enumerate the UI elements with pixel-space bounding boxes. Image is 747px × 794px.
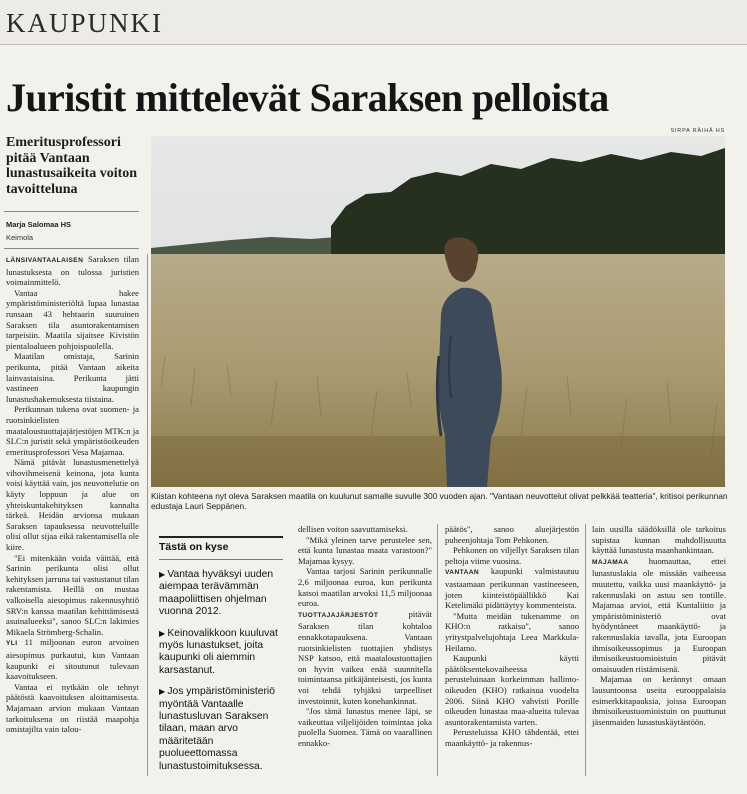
body-paragraph bbox=[592, 556, 726, 675]
fact-item: ▶ Vantaa hyväksyi uuden aiempaa terävämmän maapoliittisen ohjelman vuonna 2012. bbox=[159, 569, 274, 618]
paragraph-text: Saraksen tilan lunastuksesta on tulossa juristien voimainmittelö. bbox=[6, 254, 139, 288]
body-paragraph bbox=[6, 404, 139, 457]
column-divider bbox=[585, 524, 586, 776]
paragraph-lead: YLI bbox=[6, 640, 18, 648]
body-column-5 bbox=[592, 524, 726, 727]
paragraph-lead: TUOTTAJAJÄRJESTÖT bbox=[298, 611, 379, 619]
body-paragraph bbox=[6, 288, 139, 352]
paragraph-text: Vantaa hakee ympäristöministeriöltä lupaa lunastaa runsaan 43 hehtaarin suuruinen Saraksen tila asuntorakentamisen tarpeisiin. Maatila sijaitsee Kivistön pientaloalueen pohjoispuolella. bbox=[6, 287, 139, 351]
paragraph-text: dellisen voiton saavuttamiseksi. bbox=[298, 524, 408, 534]
body-paragraph bbox=[445, 524, 579, 545]
paragraph-text: Kaupunki käytti päätöksentekovaiheessa perusteluinaan korkeimman hallinto-oikeuden (KHO) ratkaisua vuodelta 2006. Siinä KHO vahvisti Porille oikeuden lunastaa maa-alueita tulevaa asuntorakentamista varten. bbox=[445, 653, 579, 727]
body-paragraph bbox=[445, 566, 579, 610]
column-divider bbox=[147, 254, 148, 776]
column-divider bbox=[437, 524, 438, 776]
column-4-paragraphs bbox=[445, 524, 579, 748]
byline: Marja Salomaa HS bbox=[6, 220, 72, 229]
divider bbox=[4, 211, 139, 212]
body-paragraph bbox=[6, 682, 139, 735]
photo-credit: SIRPA RÄIHÄ HS bbox=[670, 128, 725, 134]
article-photo bbox=[151, 136, 725, 487]
body-column-3 bbox=[298, 524, 432, 748]
column-3-paragraphs bbox=[298, 524, 432, 748]
paragraph-lead: MAJAMAA bbox=[592, 558, 629, 566]
paragraph-text: kaupunki valmistautuu vastaamaan perikunnan vastineeseen, joten kiinteistöpäällikkö Kai Ketelimäki pidättäytyy kommenteista. bbox=[445, 566, 579, 611]
paragraph-text: 11 miljoonan euron arvoinen aiesopimus purkautui, kun Vantaan kaupunki ei sitoutunut tulevaan kaavoitukseen. bbox=[6, 637, 139, 682]
paragraph-lead: VANTAAN bbox=[445, 569, 480, 577]
body-column-1 bbox=[6, 254, 139, 735]
paragraph-text: Maatilan omistaja, Sarinin perikunta, pitää Vantaan aikeita lainvastaisina. Perikunta jätti vastineen kaupungin lunastushakemuksesta tiistaina. bbox=[6, 351, 139, 404]
paragraph-lead: LÄNSIVANTAALAISEN bbox=[6, 257, 84, 264]
paragraph-text: Majamaa on kerännyt omaan lausuntoonsa useita eurooppalaisia esimerkkitapauksia, joissa Euroopan ihmisoikeustuomioistuin on puuttunut jäsenmaiden lunastuskäytäntöön. bbox=[592, 674, 726, 727]
paragraph-text: huomauttaa, ettei lunastuslakia ole missään vaiheessa muutettu, vaikka uusi maankäyttö- ja rakennuslaki on astuu sen tontille. Majamaa arvioi, että Kuntaliitto ja ympäristöministeriö ovat hyödyntäneet maankäyttö- ja rakennuslakia tavalla, jota Euroopan ihmisoikeussopimus ja Euroopan ihmisoikeustuomioistuin pitävät omaisuuden riistämisenä. bbox=[592, 555, 726, 674]
body-paragraph bbox=[592, 524, 726, 556]
body-paragraph bbox=[298, 524, 432, 535]
fact-item: ▶ Jos ympäristöministeriö myöntää Vantaalle lunastusluvan Saraksen tilaan, maan arvo määritetään puolueettomassa lunastustoimituksessa. bbox=[159, 686, 275, 772]
dateline: Keimola bbox=[6, 233, 34, 242]
section-header bbox=[0, 0, 747, 45]
paragraph-text: Nämä pitävät lunastusmenettelyä vihovihmeisenä keinona, jota kunta voisi käyttää vain, jos neuvottelutie on käyty loppuun ja alue on yhteiskuntakehityksen kannalta tärkeä. Heidän arvionsa mukaan Saraksen tapauksessa neuvotteluille olisi ollut sijaa eikä rakentamisella ole kiire. bbox=[6, 457, 139, 553]
paragraph-text: Perusteluissa KHO tähdentää, ettei maankäyttö- ja rakennus- bbox=[445, 727, 579, 748]
body-paragraph bbox=[6, 553, 139, 638]
body-paragraph bbox=[298, 566, 432, 608]
paragraph-text: "Jos tämä lunastus menee läpi, se vaikeuttaa viljelijöiden toimintaa joka puolella Suomea. Tämä on vaarallinen ennakko- bbox=[298, 706, 432, 748]
body-paragraph bbox=[6, 457, 139, 552]
body-paragraph bbox=[445, 727, 579, 748]
body-paragraph bbox=[592, 674, 726, 727]
headline: Juristit mittelevät Saraksen pelloista bbox=[6, 75, 609, 120]
fact-box bbox=[159, 536, 283, 784]
body-paragraph bbox=[6, 351, 139, 404]
paragraph-text: Vantaa ei nytkään ole tehnyt päätöstä kaavoituksen aloittamisesta. Majamaan arvion mukaan Vantaan tarkoituksena on riistää maapohja omistajilta vain talou- bbox=[6, 681, 139, 735]
paragraph-text: Perikunnan tukena ovat suomen- ja ruotsinkielisten maataloustuottajajärjestöjen MTK:n ja SLC:n juristit sekä ympäristöoikeuden emeritusprofessori Vesa Majamaa. bbox=[6, 404, 139, 457]
paragraph-text: pitävät Saraksen tilan kohtaloa ennakkotapauksena. Vantaan ruotsinkielisten tuottajien yhdistys NSP katsoo, että maataloustuottajien on hyvin vaikea enää suunnitella toimintaansa pitkäjänteisesti, jos kunta voi tehdä tyhjäksi tarpeelliset investoinnit, kuten konehankinnat. bbox=[298, 608, 432, 706]
body-paragraph bbox=[445, 545, 579, 566]
paragraph-text: "Mutta meidän tukenamme on KHO:n ratkaisu", sanoo yritystpalvelujohtaja Leea Markkula-Heilamo. bbox=[445, 610, 579, 653]
body-paragraph bbox=[298, 535, 432, 567]
paragraph-text: päätös", sanoo aluejärjestön puheenjohtaja Tom Pehkonen. bbox=[445, 524, 579, 545]
paragraph-text: "Ei mitenkään voida väittää, että Sarinin perikunta olisi ollut kehityksen jarruna tai vastustanut tilan rakentamista. Heillä on mustaa valkoisella aiesopimus rakennusyhtiö SRV:n kanssa maatilan kehittämisestä asuinalueeksi", sanoo SLC:n lakimies Mikaela Strömberg-Schalin. bbox=[6, 552, 139, 637]
paragraph-text: Vantaa tarjosi Sarinin perikunnalle 2,6 miljoonaa euroa, kun perikunta katsoi maatilan arvoksi 11,5 miljoonaa euroa. bbox=[298, 566, 432, 609]
fact-item: ▶ Keinovalikkoon kuuluvat myös lunastukset, joita kaupunki oli aiemmin karsastanut. bbox=[159, 627, 278, 676]
deck: Emeritusprofessori pitää Vantaan lunastusaikeita voiton tavoitteluna bbox=[6, 135, 138, 197]
photo-caption: Kiistan kohteena nyt oleva Saraksen maatila on kuulunut samalle suvulle 300 vuoden ajan. "Vantaan neuvottelut olivat pelkkää teatteria", kritisoi perikunnan edustaja Lauri Seppänen. bbox=[151, 491, 728, 512]
body-paragraph bbox=[298, 609, 432, 706]
body-column-4 bbox=[445, 524, 579, 748]
fact-box-title: Tästä on kyse bbox=[159, 536, 283, 560]
paragraph-text: Pehkonen on viljellyt Saraksen tilan peltoja viime vuosina. bbox=[445, 545, 579, 566]
paragraph-text: "Mikä yleinen tarve perustelee sen, että kunta lunastaa maata varastoon?" Majamaa kysyy. bbox=[298, 534, 432, 566]
body-paragraph bbox=[298, 706, 432, 748]
body-paragraph bbox=[6, 637, 139, 681]
paragraph-text: lain uusilla säädöksillä ole tarkoitus supistaa kunnan mahdollisuutta käyttää lunastusta maanhankintaan. bbox=[592, 524, 726, 556]
column-5-paragraphs bbox=[592, 524, 726, 727]
divider bbox=[4, 248, 139, 249]
body-paragraph bbox=[445, 611, 579, 653]
section-label: KAUPUNKI bbox=[6, 8, 163, 38]
body-paragraph bbox=[6, 254, 139, 288]
body-paragraph bbox=[445, 653, 579, 727]
column-1-paragraphs bbox=[6, 254, 139, 735]
